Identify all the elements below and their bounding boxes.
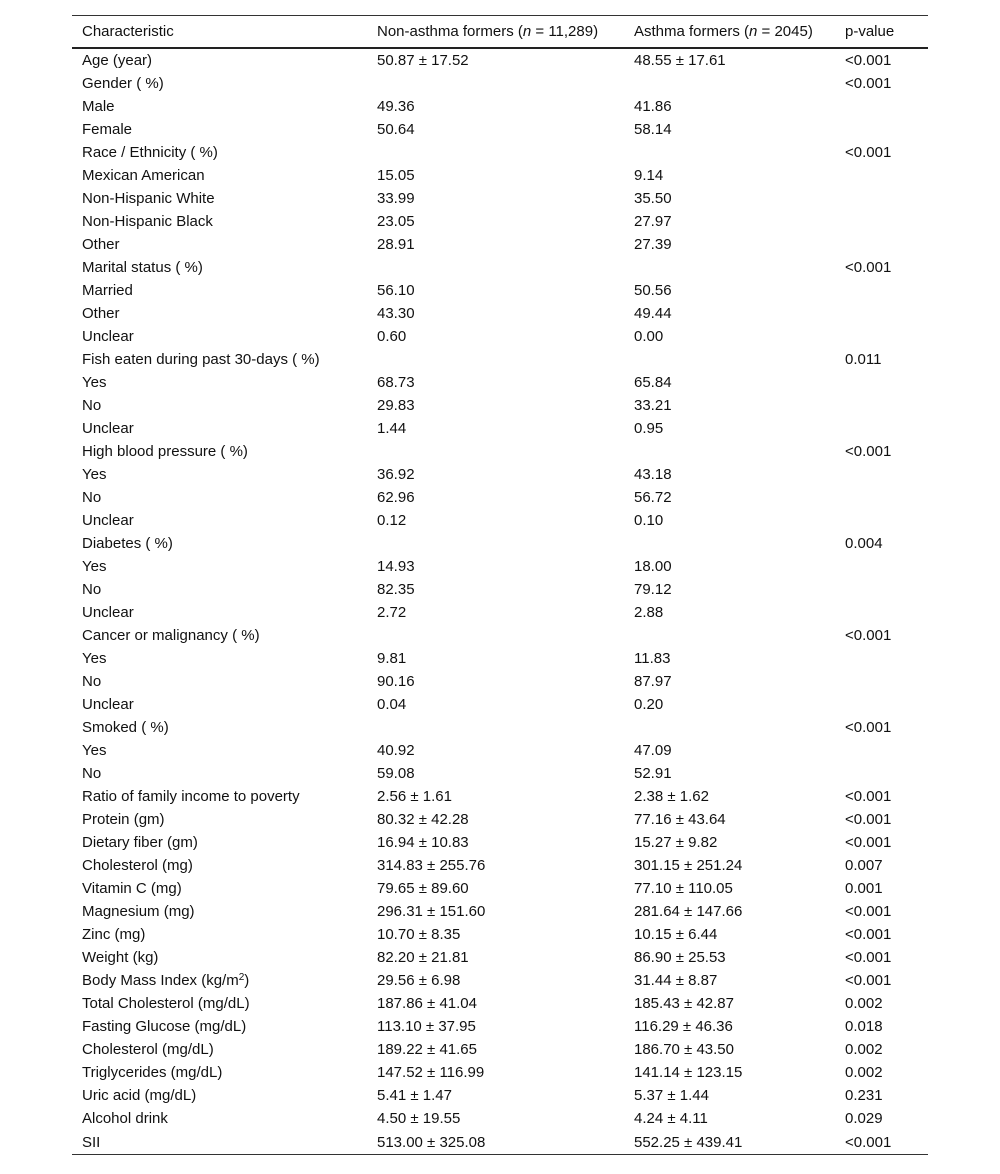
table-row xyxy=(72,670,928,693)
non-asthma-value-cell: 50.64 xyxy=(377,121,415,138)
pvalue-cell: <0.001 xyxy=(845,52,892,69)
pvalue-cell xyxy=(835,762,928,785)
table-row xyxy=(72,95,928,118)
pvalue-cell xyxy=(835,578,928,601)
table-row xyxy=(72,716,928,739)
characteristic-cell: No xyxy=(82,581,102,598)
asthma-value-cell: 52.91 xyxy=(634,765,672,782)
non-asthma-value-cell: 0.12 xyxy=(377,512,407,529)
table-row xyxy=(72,394,928,417)
asthma-value-cell xyxy=(624,624,835,647)
asthma-value-cell: 185.43 ± 42.87 xyxy=(634,995,734,1012)
table-row xyxy=(72,187,928,210)
non-asthma-value-cell: 187.86 ± 41.04 xyxy=(377,995,477,1012)
table-row xyxy=(72,762,928,785)
characteristic-cell: Zinc (mg) xyxy=(82,926,146,943)
characteristic-cell: Fasting Glucose (mg/dL) xyxy=(82,1018,247,1035)
asthma-value-cell xyxy=(624,716,835,739)
characteristic-cell: Ratio of family income to poverty xyxy=(82,788,300,805)
characteristic-cell: Triglycerides (mg/dL) xyxy=(82,1064,223,1081)
non-asthma-value-cell: 36.92 xyxy=(377,466,415,483)
table-row xyxy=(72,555,928,578)
non-asthma-value-cell: 2.72 xyxy=(377,604,407,621)
characteristic-cell: High blood pressure ( %) xyxy=(82,443,248,460)
non-asthma-value-cell: 90.16 xyxy=(377,673,415,690)
non-asthma-value-cell xyxy=(367,141,624,164)
characteristic-cell: Gender ( %) xyxy=(82,75,164,92)
table-row xyxy=(72,923,928,946)
non-asthma-value-cell: 49.36 xyxy=(377,98,415,115)
pvalue-cell: <0.001 xyxy=(845,1133,892,1151)
pvalue-cell: 0.029 xyxy=(845,1110,883,1127)
non-asthma-value-cell: 56.10 xyxy=(377,282,415,299)
non-asthma-value-cell: 79.65 ± 89.60 xyxy=(377,880,469,897)
table-row xyxy=(72,624,928,647)
asthma-value-cell: 18.00 xyxy=(634,558,672,575)
non-asthma-value-cell: 15.05 xyxy=(377,167,415,184)
table-row xyxy=(72,1015,928,1038)
pvalue-cell: <0.001 xyxy=(845,972,892,989)
table-row xyxy=(72,233,928,256)
asthma-value-cell: 77.16 ± 43.64 xyxy=(634,811,726,828)
asthma-value-cell: 281.64 ± 147.66 xyxy=(634,903,743,920)
table-row xyxy=(72,1038,928,1061)
header-non-asthma xyxy=(367,16,624,49)
asthma-value-cell: 48.55 ± 17.61 xyxy=(634,52,726,69)
table-row xyxy=(72,877,928,900)
asthma-value-cell: 10.15 ± 6.44 xyxy=(634,926,718,943)
pvalue-cell xyxy=(835,693,928,716)
asthma-value-cell xyxy=(624,72,835,95)
asthma-value-cell: 86.90 ± 25.53 xyxy=(634,949,726,966)
table-row xyxy=(72,348,928,371)
table-row xyxy=(72,785,928,808)
table-row xyxy=(72,302,928,325)
non-asthma-value-cell: 147.52 ± 116.99 xyxy=(377,1064,485,1081)
non-asthma-value-cell: 314.83 ± 255.76 xyxy=(377,857,486,874)
characteristic-cell: Other xyxy=(82,305,120,322)
characteristic-cell: Cancer or malignancy ( %) xyxy=(82,627,260,644)
characteristic-cell: Fish eaten during past 30-days ( %) xyxy=(82,351,320,368)
pvalue-cell xyxy=(835,279,928,302)
header-asthma xyxy=(624,16,835,49)
characteristic-cell: Uric acid (mg/dL) xyxy=(82,1087,197,1104)
pvalue-cell xyxy=(835,187,928,210)
pvalue-cell xyxy=(835,394,928,417)
non-asthma-value-cell: 113.10 ± 37.95 xyxy=(377,1018,476,1035)
characteristic-cell: Unclear xyxy=(82,512,134,529)
asthma-value-cell: 27.97 xyxy=(634,213,672,230)
characteristics-table-container xyxy=(72,15,928,1155)
non-asthma-value-cell: 23.05 xyxy=(377,213,415,230)
pvalue-cell: <0.001 xyxy=(845,834,892,851)
characteristic-cell: Marital status ( %) xyxy=(82,259,203,276)
asthma-value-cell: 9.14 xyxy=(634,167,664,184)
pvalue-cell: <0.001 xyxy=(845,949,892,966)
non-asthma-value-cell: 296.31 ± 151.60 xyxy=(377,903,486,920)
table-row xyxy=(72,532,928,555)
characteristic-cell: Non-Hispanic Black xyxy=(82,213,213,230)
asthma-value-cell: 2.88 xyxy=(634,604,664,621)
header-row xyxy=(72,16,928,49)
table-row xyxy=(72,72,928,95)
non-asthma-value-cell: 43.30 xyxy=(377,305,415,322)
pvalue-cell xyxy=(835,325,928,348)
asthma-value-cell: 116.29 ± 46.36 xyxy=(634,1018,733,1035)
characteristic-cell: No xyxy=(82,673,102,690)
asthma-value-cell: 301.15 ± 251.24 xyxy=(634,857,743,874)
non-asthma-value-cell xyxy=(367,72,624,95)
characteristic-cell: Cholesterol (mg) xyxy=(82,857,193,874)
pvalue-cell xyxy=(835,509,928,532)
asthma-value-cell: 4.24 ± 4.11 xyxy=(634,1110,708,1127)
pvalue-cell: 0.004 xyxy=(845,535,883,552)
non-asthma-value-cell xyxy=(367,440,624,463)
asthma-value-cell xyxy=(624,256,835,279)
characteristic-cell: No xyxy=(82,765,102,782)
pvalue-cell: 0.231 xyxy=(845,1087,883,1104)
asthma-value-cell: 43.18 xyxy=(634,466,672,483)
characteristic-cell: Female xyxy=(82,121,133,138)
table-row xyxy=(72,463,928,486)
table-row xyxy=(72,946,928,969)
asthma-value-cell: 0.20 xyxy=(634,696,664,713)
pvalue-cell xyxy=(835,486,928,509)
pvalue-cell: 0.011 xyxy=(845,351,882,368)
pvalue-cell: <0.001 xyxy=(845,811,892,828)
pvalue-cell xyxy=(835,647,928,670)
asthma-value-cell: 0.95 xyxy=(634,420,664,437)
characteristic-cell: Alcohol drink xyxy=(82,1110,168,1127)
header-asthma-prefix: Asthma formers ( xyxy=(634,23,750,40)
non-asthma-value-cell: 5.41 ± 1.47 xyxy=(377,1087,452,1104)
characteristic-cell: Weight (kg) xyxy=(82,949,159,966)
non-asthma-value-cell: 4.50 ± 19.55 xyxy=(377,1110,461,1127)
characteristic-cell: Cholesterol (mg/dL) xyxy=(82,1041,214,1058)
table-row xyxy=(72,48,928,72)
pvalue-cell xyxy=(835,233,928,256)
table-row xyxy=(72,1084,928,1107)
header-asthma-n: n xyxy=(749,23,758,40)
header-asthma-suffix: = 2045) xyxy=(757,23,813,40)
asthma-value-cell: 41.86 xyxy=(634,98,672,115)
pvalue-cell: <0.001 xyxy=(845,627,892,644)
non-asthma-value-cell: 82.35 xyxy=(377,581,415,598)
table-row xyxy=(72,417,928,440)
pvalue-cell: 0.002 xyxy=(845,995,883,1012)
characteristic-cell: Vitamin C (mg) xyxy=(82,880,182,897)
non-asthma-value-cell: 29.83 xyxy=(377,397,415,414)
asthma-value-cell: 141.14 ± 123.15 xyxy=(634,1064,743,1081)
asthma-value-cell: 87.97 xyxy=(634,673,672,690)
characteristic-cell: Unclear xyxy=(82,420,134,437)
characteristic-cell: No xyxy=(82,397,102,414)
characteristic-cell: Yes xyxy=(82,466,107,483)
table-row xyxy=(72,854,928,877)
pvalue-cell xyxy=(835,670,928,693)
pvalue-cell: <0.001 xyxy=(845,719,892,736)
table-row xyxy=(72,325,928,348)
asthma-value-cell: 27.39 xyxy=(634,236,672,253)
asthma-value-cell: 0.00 xyxy=(634,328,664,345)
pvalue-cell: 0.002 xyxy=(845,1064,883,1081)
non-asthma-value-cell xyxy=(367,256,624,279)
non-asthma-value-cell: 14.93 xyxy=(377,558,415,575)
pvalue-cell xyxy=(835,302,928,325)
table-row xyxy=(72,210,928,233)
pvalue-cell: 0.007 xyxy=(845,857,883,874)
characteristic-cell: Protein (gm) xyxy=(82,811,165,828)
non-asthma-value-cell: 189.22 ± 41.65 xyxy=(377,1041,477,1058)
table-row xyxy=(72,279,928,302)
asthma-value-cell: 56.72 xyxy=(634,489,672,506)
table-row xyxy=(72,900,928,923)
non-asthma-value-cell: 59.08 xyxy=(377,765,415,782)
asthma-value-cell: 50.56 xyxy=(634,282,672,299)
asthma-value-cell: 35.50 xyxy=(634,190,672,207)
non-asthma-value-cell: 2.56 ± 1.61 xyxy=(377,788,452,805)
table-row xyxy=(72,141,928,164)
pvalue-cell xyxy=(835,118,928,141)
asthma-value-cell: 49.44 xyxy=(634,305,672,322)
asthma-value-cell: 552.25 ± 439.41 xyxy=(634,1133,743,1151)
pvalue-cell: 0.002 xyxy=(845,1041,883,1058)
table-row xyxy=(72,693,928,716)
characteristic-cell: Age (year) xyxy=(82,52,153,69)
characteristic-cell: Mexican American xyxy=(82,167,205,184)
table-row xyxy=(72,647,928,670)
non-asthma-value-cell: 513.00 ± 325.08 xyxy=(377,1133,486,1151)
characteristic-cell: Yes xyxy=(82,374,107,391)
table-row xyxy=(72,1061,928,1084)
table-row xyxy=(72,440,928,463)
pvalue-cell xyxy=(835,555,928,578)
characteristic-cell: Diabetes ( %) xyxy=(82,535,173,552)
non-asthma-value-cell: 33.99 xyxy=(377,190,415,207)
characteristic-cell: Married xyxy=(82,282,133,299)
non-asthma-value-cell: 0.04 xyxy=(377,696,407,713)
non-asthma-value-cell: 82.20 ± 21.81 xyxy=(377,949,469,966)
pvalue-cell: <0.001 xyxy=(845,259,892,276)
characteristic-cell: Yes xyxy=(82,650,107,667)
table-row xyxy=(72,1107,928,1130)
characteristic-cell: Unclear xyxy=(82,604,134,621)
non-asthma-value-cell: 10.70 ± 8.35 xyxy=(377,926,461,943)
non-asthma-value-cell: 50.87 ± 17.52 xyxy=(377,52,469,69)
asthma-value-cell xyxy=(624,532,835,555)
non-asthma-value-cell xyxy=(367,624,624,647)
characteristic-cell: Dietary fiber (gm) xyxy=(82,834,198,851)
characteristic-cell: Unclear xyxy=(82,328,134,345)
asthma-value-cell: 5.37 ± 1.44 xyxy=(634,1087,709,1104)
table-body xyxy=(72,48,928,1155)
asthma-value-cell: 11.83 xyxy=(634,650,671,667)
table-row xyxy=(72,371,928,394)
pvalue-cell: 0.001 xyxy=(845,880,883,897)
non-asthma-value-cell: 80.32 ± 42.28 xyxy=(377,811,469,828)
asthma-value-cell xyxy=(624,141,835,164)
header-non-asthma-n: n xyxy=(522,23,532,40)
header-pvalue: p-value xyxy=(845,23,895,40)
pvalue-cell: <0.001 xyxy=(845,788,892,805)
asthma-value-cell: 15.27 ± 9.82 xyxy=(634,834,718,851)
asthma-value-cell: 2.38 ± 1.62 xyxy=(634,788,709,805)
characteristic-cell: Male xyxy=(82,98,115,115)
header-non-asthma-prefix: Non-asthma formers ( xyxy=(377,23,523,40)
table-row xyxy=(72,831,928,854)
asthma-value-cell: 58.14 xyxy=(634,121,672,138)
non-asthma-value-cell: 16.94 ± 10.83 xyxy=(377,834,469,851)
asthma-value-cell: 47.09 xyxy=(634,742,672,759)
asthma-value-cell: 77.10 ± 110.05 xyxy=(634,880,733,897)
pvalue-cell xyxy=(835,739,928,762)
non-asthma-value-cell: 68.73 xyxy=(377,374,415,391)
characteristic-cell: Unclear xyxy=(82,696,134,713)
non-asthma-value-cell: 40.92 xyxy=(377,742,415,759)
table-row xyxy=(72,164,928,187)
characteristic-cell: Non-Hispanic White xyxy=(82,190,215,207)
asthma-value-cell: 33.21 xyxy=(634,397,672,414)
table-row xyxy=(72,486,928,509)
pvalue-cell xyxy=(835,371,928,394)
pvalue-cell xyxy=(835,164,928,187)
table-row xyxy=(72,601,928,624)
table-row xyxy=(72,118,928,141)
header-non-asthma-suffix: = 11,289) xyxy=(531,23,599,40)
pvalue-cell: <0.001 xyxy=(845,75,892,92)
pvalue-cell: <0.001 xyxy=(845,443,892,460)
table-row xyxy=(72,739,928,762)
table-row xyxy=(72,808,928,831)
asthma-value-cell: 79.12 xyxy=(634,581,672,598)
characteristic-cell: Body Mass Index $(kg/m^2)$ xyxy=(82,972,250,989)
pvalue-cell: 0.018 xyxy=(845,1018,883,1035)
non-asthma-value-cell: 0.60 xyxy=(377,328,407,345)
asthma-value-cell: 65.84 xyxy=(634,374,672,391)
header-characteristic: Characteristic xyxy=(82,23,174,40)
asthma-value-cell: 0.10 xyxy=(634,512,664,529)
table-row xyxy=(72,256,928,279)
table-row xyxy=(72,1130,928,1155)
table-row xyxy=(72,969,928,992)
non-asthma-value-cell: 1.44 xyxy=(377,420,407,437)
characteristic-cell: Race / Ethnicity ( %) xyxy=(82,144,218,161)
characteristic-cell: Total Cholesterol (mg/dL) xyxy=(82,995,250,1012)
characteristics-table xyxy=(72,15,928,1155)
characteristic-cell: SII xyxy=(82,1133,101,1151)
non-asthma-value-cell: 62.96 xyxy=(377,489,415,506)
pvalue-cell xyxy=(835,95,928,118)
superscript: 2 xyxy=(238,972,245,983)
asthma-value-cell: 31.44 ± 8.87 xyxy=(634,972,718,989)
table-row xyxy=(72,578,928,601)
table-row xyxy=(72,992,928,1015)
pvalue-cell: <0.001 xyxy=(845,144,892,161)
characteristic-cell: Magnesium (mg) xyxy=(82,903,195,920)
non-asthma-value-cell xyxy=(367,532,624,555)
characteristic-cell: No xyxy=(82,489,102,506)
pvalue-cell xyxy=(835,417,928,440)
table-header xyxy=(72,16,928,49)
pvalue-cell xyxy=(835,463,928,486)
asthma-value-cell: 186.70 ± 43.50 xyxy=(634,1041,734,1058)
non-asthma-value-cell xyxy=(367,716,624,739)
table-row xyxy=(72,509,928,532)
pvalue-cell: <0.001 xyxy=(845,903,892,920)
non-asthma-value-cell: 29.56 ± 6.98 xyxy=(377,972,461,989)
non-asthma-value-cell: 28.91 xyxy=(377,236,415,253)
pvalue-cell xyxy=(835,601,928,624)
non-asthma-value-cell xyxy=(367,348,624,371)
characteristic-cell: Smoked ( %) xyxy=(82,719,169,736)
asthma-value-cell xyxy=(624,440,835,463)
non-asthma-value-cell: 9.81 xyxy=(377,650,407,667)
characteristic-cell: Yes xyxy=(82,558,107,575)
asthma-value-cell xyxy=(624,348,835,371)
pvalue-cell: <0.001 xyxy=(845,926,892,943)
characteristic-cell: Yes xyxy=(82,742,107,759)
characteristic-cell: Other xyxy=(82,236,120,253)
pvalue-cell xyxy=(835,210,928,233)
